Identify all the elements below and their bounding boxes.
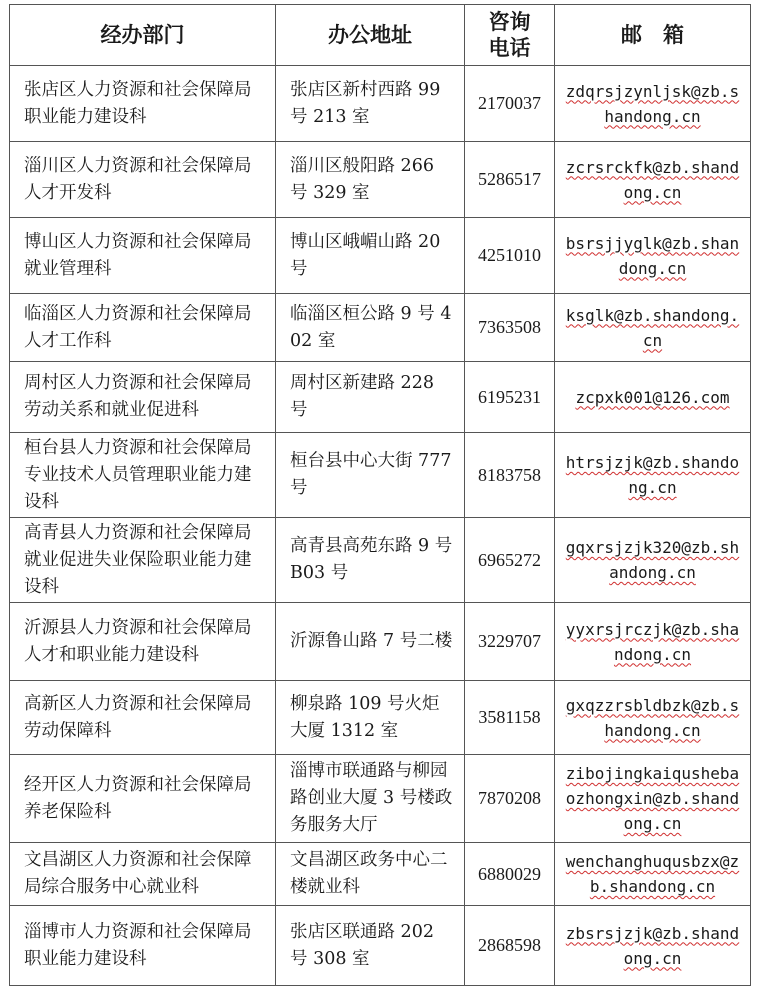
phone-cell: 3229707 bbox=[465, 603, 555, 681]
email-text: gqxrsjzjk320@zb.shandong.cn bbox=[565, 538, 740, 582]
dept-cell: 高新区人力资源和社会保障局劳动保障科 bbox=[10, 681, 276, 755]
email-cell bbox=[555, 755, 751, 843]
email-cell bbox=[555, 294, 751, 362]
table-row bbox=[10, 294, 751, 362]
address-cell: 桓台县中心大街 777 号 bbox=[276, 433, 465, 518]
dept-cell: 桓台县人力资源和社会保障局专业技术人员管理职业能力建设科 bbox=[10, 433, 276, 518]
header-dept: 经办部门 bbox=[10, 5, 276, 66]
email-cell bbox=[555, 362, 751, 433]
email-cell bbox=[555, 518, 751, 603]
address-cell: 文昌湖区政务中心二楼就业科 bbox=[276, 843, 465, 906]
address-cell: 淄博市联通路与柳园路创业大厦 3 号楼政务服务大厅 bbox=[276, 755, 465, 843]
phone-cell: 6965272 bbox=[465, 518, 555, 603]
phone-cell: 3581158 bbox=[465, 681, 555, 755]
address-cell: 高青县高苑东路 9 号 B03 号 bbox=[276, 518, 465, 603]
dept-cell: 张店区人力资源和社会保障局职业能力建设科 bbox=[10, 66, 276, 142]
email-text: zibojingkaiqushebaozhongxin@zb.shandong.cn bbox=[565, 764, 740, 833]
phone-cell: 5286517 bbox=[465, 142, 555, 218]
table-header-row bbox=[10, 5, 751, 66]
table-row bbox=[10, 362, 751, 433]
header-phone: 咨询 电话 bbox=[465, 5, 555, 66]
phone-cell: 7870208 bbox=[465, 755, 555, 843]
address-cell: 柳泉路 109 号火炬大厦 1312 室 bbox=[276, 681, 465, 755]
email-text: wenchanghuqusbzx@zb.shandong.cn bbox=[565, 852, 740, 896]
email-cell bbox=[555, 906, 751, 986]
dept-cell: 周村区人力资源和社会保障局劳动关系和就业促进科 bbox=[10, 362, 276, 433]
email-text: yyxrsjrczjk@zb.shandong.cn bbox=[565, 619, 740, 664]
address-cell: 沂源鲁山路 7 号二楼 bbox=[276, 603, 465, 681]
phone-cell: 2170037 bbox=[465, 66, 555, 142]
email-cell bbox=[555, 843, 751, 906]
dept-cell: 临淄区人力资源和社会保障局人才工作科 bbox=[10, 294, 276, 362]
address-cell: 周村区新建路 228 号 bbox=[276, 362, 465, 433]
address-cell: 张店区联通路 202 号 308 室 bbox=[276, 906, 465, 986]
email-text: zcrsrckfk@zb.shandong.cn bbox=[565, 157, 740, 202]
table-row bbox=[10, 518, 751, 603]
email-text: htrsjzjk@zb.shandong.cn bbox=[565, 453, 740, 497]
table-row bbox=[10, 142, 751, 218]
phone-cell: 4251010 bbox=[465, 218, 555, 294]
table-row bbox=[10, 755, 751, 843]
email-cell bbox=[555, 433, 751, 518]
phone-cell: 2868598 bbox=[465, 906, 555, 986]
email-text: zdqrsjzynljsk@zb.shandong.cn bbox=[565, 81, 740, 126]
email-text: gxqzzrsbldbzk@zb.shandong.cn bbox=[565, 695, 740, 740]
phone-cell: 6195231 bbox=[465, 362, 555, 433]
email-text: zcpxk001@126.com bbox=[575, 387, 730, 407]
dept-cell: 高青县人力资源和社会保障局就业促进失业保险职业能力建设科 bbox=[10, 518, 276, 603]
table-row bbox=[10, 433, 751, 518]
address-cell: 淄川区般阳路 266 号 329 室 bbox=[276, 142, 465, 218]
email-text: ksglk@zb.shandong.cn bbox=[565, 305, 740, 350]
email-cell bbox=[555, 142, 751, 218]
table-row bbox=[10, 66, 751, 142]
phone-cell: 8183758 bbox=[465, 433, 555, 518]
dept-cell: 经开区人力资源和社会保障局养老保险科 bbox=[10, 755, 276, 843]
address-cell: 临淄区桓公路 9 号 402 室 bbox=[276, 294, 465, 362]
dept-cell: 淄川区人力资源和社会保障局人才开发科 bbox=[10, 142, 276, 218]
phone-cell: 7363508 bbox=[465, 294, 555, 362]
dept-cell: 文昌湖区人力资源和社会保障局综合服务中心就业科 bbox=[10, 843, 276, 906]
phone-cell: 6880029 bbox=[465, 843, 555, 906]
email-cell bbox=[555, 66, 751, 142]
table-row bbox=[10, 681, 751, 755]
email-text: bsrsjjyglk@zb.shandong.cn bbox=[565, 233, 740, 278]
contact-table bbox=[9, 4, 751, 986]
table-body bbox=[10, 66, 751, 986]
dept-cell: 淄博市人力资源和社会保障局职业能力建设科 bbox=[10, 906, 276, 986]
email-cell bbox=[555, 681, 751, 755]
table-row bbox=[10, 603, 751, 681]
email-cell bbox=[555, 218, 751, 294]
email-cell bbox=[555, 603, 751, 681]
table-row bbox=[10, 218, 751, 294]
email-text: zbsrsjzjk@zb.shandong.cn bbox=[565, 923, 740, 968]
dept-cell: 沂源县人力资源和社会保障局人才和职业能力建设科 bbox=[10, 603, 276, 681]
dept-cell: 博山区人力资源和社会保障局就业管理科 bbox=[10, 218, 276, 294]
header-email: 邮 箱 bbox=[555, 5, 751, 66]
address-cell: 张店区新村西路 99 号 213 室 bbox=[276, 66, 465, 142]
address-cell: 博山区峨嵋山路 20 号 bbox=[276, 218, 465, 294]
table-row bbox=[10, 906, 751, 986]
header-address: 办公地址 bbox=[276, 5, 465, 66]
table-row bbox=[10, 843, 751, 906]
